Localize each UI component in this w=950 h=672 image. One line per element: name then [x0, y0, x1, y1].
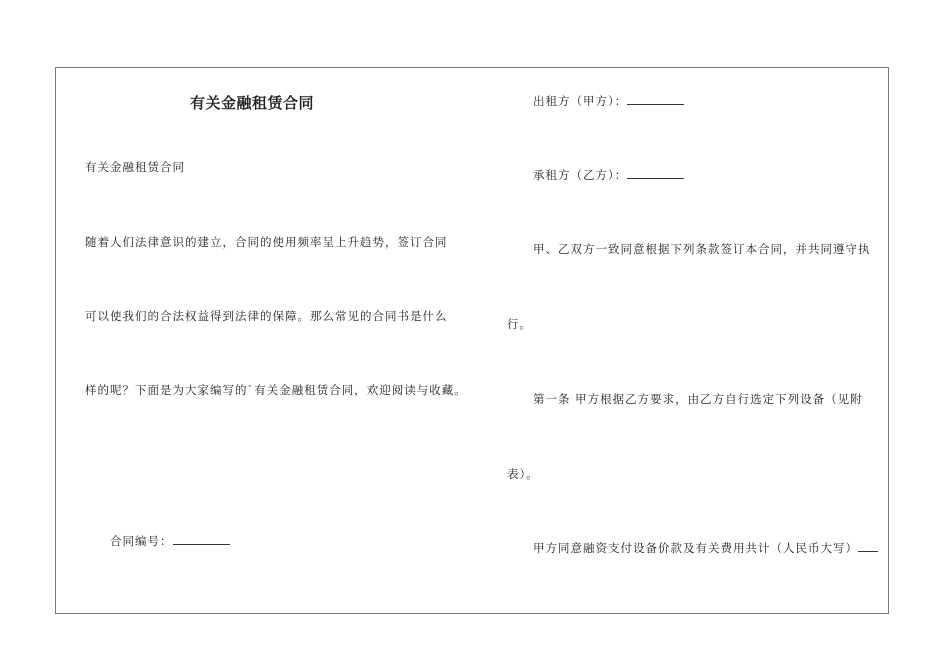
intro-paragraph-line-1: 随着人们法律意识的建立，合同的使用频率呈上升趋势，签订合同	[85, 235, 448, 249]
contract-number-blank	[173, 534, 230, 545]
article-1-line-1: 第一条 甲方根据乙方要求，由乙方自行选定下列设备（见附	[533, 392, 863, 406]
payment-blank	[858, 541, 878, 552]
lessor-blank	[627, 94, 684, 105]
payment-field	[533, 541, 878, 555]
agreement-line-1: 甲、乙双方一致同意根据下列条款签订本合同，并共同遵守执	[533, 242, 871, 256]
contract-number-label: 合同编号：	[110, 534, 173, 548]
lessor-field	[533, 94, 684, 108]
document-page	[55, 67, 889, 614]
intro-heading: 有关金融租赁合同	[85, 160, 185, 174]
lessee-label: 承租方（乙方）：	[533, 168, 628, 182]
article-1-line-2: 表）。	[507, 467, 539, 481]
lessor-label: 出租方（甲方）：	[533, 94, 628, 108]
lessee-field	[533, 168, 684, 182]
document-title: 有关金融租赁合同	[190, 94, 315, 112]
contract-number-field	[110, 534, 230, 548]
payment-label: 甲方同意融资支付设备价款及有关费用共计（人民币大写）	[533, 541, 858, 555]
intro-paragraph-line-3: 样的呢？下面是为大家编写的`有关金融租赁合同，欢迎阅读与收藏。	[85, 383, 467, 397]
lessee-blank	[627, 168, 684, 179]
intro-paragraph-line-2: 可以使我们的合法权益得到法律的保障。那么常见的合同书是什么	[85, 309, 448, 323]
agreement-line-2: 行。	[507, 317, 532, 331]
